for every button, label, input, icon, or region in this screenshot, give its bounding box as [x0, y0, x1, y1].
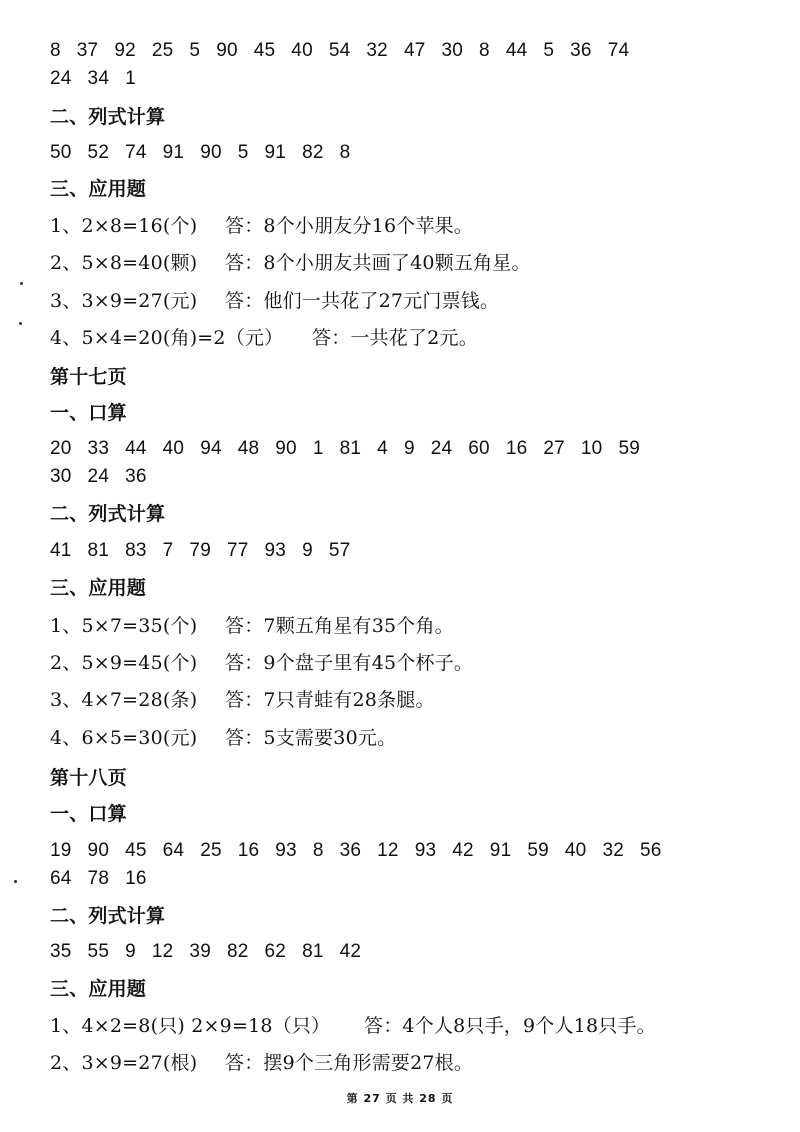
scan-speck	[14, 880, 17, 883]
number-value: 81	[302, 941, 324, 962]
number-value: 91	[162, 142, 185, 163]
number-value: 1	[312, 438, 324, 459]
section-heading-yingyong: 三、应用题	[50, 178, 147, 200]
number-value: 92	[114, 40, 136, 61]
number-value: 9	[403, 438, 415, 459]
number-value: 32	[366, 40, 388, 61]
number-value: 82	[302, 142, 324, 163]
number-value: 25	[151, 40, 174, 61]
number-value: 32	[602, 840, 624, 861]
number-row	[50, 438, 656, 460]
answer-text: 答：5支需要30元。	[225, 727, 397, 749]
number-value: 37	[76, 40, 99, 61]
number-value: 34	[87, 68, 110, 89]
number-value: 12	[151, 941, 174, 962]
number-value: 35	[50, 941, 72, 962]
number-row	[50, 40, 645, 62]
number-value: 44	[505, 40, 528, 61]
number-value: 19	[50, 840, 72, 861]
number-value: 74	[607, 40, 630, 61]
number-value: 81	[87, 540, 110, 561]
number-row	[50, 68, 152, 90]
number-value: 47	[403, 40, 426, 61]
answer-row	[50, 727, 396, 749]
answer-text: 答：摆9个三角形需要27根。	[225, 1052, 474, 1074]
number-value: 4	[377, 438, 388, 459]
section-heading-lieshi: 二、列式计算	[50, 905, 166, 927]
number-value: 82	[226, 941, 249, 962]
number-value: 30	[441, 40, 464, 61]
number-value: 8	[50, 40, 61, 61]
answer-text: 答：4个人8只手，9个人18只手。	[364, 1015, 656, 1037]
number-value: 5	[189, 40, 201, 61]
number-value: 90	[200, 142, 222, 163]
number-value: 16	[125, 868, 147, 889]
number-value: 9	[125, 941, 136, 962]
equation: 2、5×9=45(个)	[50, 652, 198, 674]
section-heading-yingyong: 三、应用题	[50, 978, 147, 1000]
number-value: 91	[264, 142, 287, 163]
number-value: 36	[570, 40, 592, 61]
section-heading-yingyong: 三、应用题	[50, 577, 147, 599]
number-value: 56	[639, 840, 662, 861]
answer-row	[50, 290, 499, 312]
number-value: 94	[200, 438, 222, 459]
number-value: 54	[328, 40, 351, 61]
number-value: 41	[50, 540, 72, 561]
number-value: 77	[226, 540, 249, 561]
number-value: 64	[50, 868, 72, 889]
number-value: 59	[618, 438, 640, 459]
number-value: 44	[125, 438, 147, 459]
equation: 1、4×2=8(只) 2×9=18（只）	[50, 1015, 331, 1037]
number-value: 5	[543, 40, 555, 61]
number-value: 40	[564, 840, 587, 861]
number-value: 45	[253, 40, 276, 61]
number-row	[50, 840, 678, 862]
number-value: 25	[200, 840, 222, 861]
number-value: 55	[87, 941, 110, 962]
equation: 4、6×5=30(元)	[50, 727, 198, 749]
number-value: 91	[489, 840, 512, 861]
number-value: 93	[264, 540, 287, 561]
number-value: 36	[125, 466, 147, 487]
number-row	[50, 540, 366, 562]
number-value: 90	[275, 438, 297, 459]
section-heading-kousuan: 一、口算	[50, 402, 127, 424]
number-row	[50, 466, 163, 488]
number-value: 93	[275, 840, 297, 861]
section-heading-lieshi: 二、列式计算	[50, 503, 166, 525]
number-value: 12	[377, 840, 399, 861]
page-heading: 第十七页	[50, 366, 127, 388]
number-value: 24	[50, 68, 72, 89]
number-value: 7	[162, 540, 174, 561]
answer-text: 答：9个盘子里有45个杯子。	[225, 652, 474, 674]
number-value: 83	[125, 540, 147, 561]
number-value: 52	[87, 142, 110, 163]
scan-speck	[20, 282, 23, 285]
number-value: 16	[505, 438, 528, 459]
section-heading-kousuan: 一、口算	[50, 803, 127, 825]
number-value: 57	[328, 540, 351, 561]
answer-row	[50, 615, 454, 637]
equation: 1、2×8=16(个)	[50, 215, 198, 237]
equation: 1、5×7=35(个)	[50, 615, 198, 637]
number-value: 81	[339, 438, 362, 459]
answer-text: 答：7只青蛙有28条腿。	[225, 689, 435, 711]
answer-text: 答：一共花了2元。	[312, 327, 478, 349]
number-value: 24	[87, 466, 110, 487]
answer-text: 答：8个小朋友分16个苹果。	[225, 215, 474, 237]
number-value: 79	[189, 540, 211, 561]
number-value: 42	[339, 941, 362, 962]
number-value: 59	[527, 840, 549, 861]
number-value: 1	[125, 68, 136, 89]
number-value: 10	[580, 438, 603, 459]
number-value: 78	[87, 868, 110, 889]
scan-speck	[19, 322, 22, 325]
page-heading: 第十八页	[50, 767, 127, 789]
number-value: 20	[50, 438, 72, 459]
answer-row	[50, 1015, 656, 1037]
equation: 2、5×8=40(颗)	[50, 252, 198, 274]
answer-text: 答：他们一共花了27元门票钱。	[225, 290, 500, 312]
equation: 2、3×9=27(根)	[50, 1052, 198, 1074]
answer-row	[50, 252, 531, 274]
number-value: 8	[479, 40, 490, 61]
number-value: 30	[50, 466, 72, 487]
number-value: 62	[264, 941, 287, 962]
number-value: 50	[50, 142, 72, 163]
number-value: 24	[430, 438, 453, 459]
number-value: 40	[162, 438, 185, 459]
number-value: 8	[312, 840, 324, 861]
number-value: 36	[339, 840, 362, 861]
equation: 3、4×7=28(条)	[50, 689, 198, 711]
answer-row	[50, 327, 478, 349]
number-value: 42	[452, 840, 474, 861]
number-value: 48	[237, 438, 260, 459]
number-row	[50, 868, 163, 890]
answer-text: 答：8个小朋友共画了40颗五角星。	[225, 252, 531, 274]
number-value: 16	[237, 840, 260, 861]
number-value: 8	[339, 142, 351, 163]
number-value: 60	[468, 438, 490, 459]
number-value: 33	[87, 438, 110, 459]
answer-row	[50, 215, 473, 237]
number-row	[50, 142, 366, 164]
page-footer: 第 27 页 共 28 页	[346, 1092, 454, 1105]
number-value: 39	[189, 941, 211, 962]
section-heading-lieshi: 二、列式计算	[50, 106, 166, 128]
number-value: 64	[162, 840, 185, 861]
number-value: 45	[125, 840, 147, 861]
number-value: 90	[216, 40, 238, 61]
answer-row	[50, 652, 473, 674]
answer-row	[50, 689, 435, 711]
answer-row	[50, 1052, 473, 1074]
number-value: 90	[87, 840, 110, 861]
number-row	[50, 941, 377, 963]
number-value: 27	[543, 438, 565, 459]
number-value: 74	[125, 142, 147, 163]
number-value: 5	[237, 142, 249, 163]
equation: 3、3×9=27(元)	[50, 290, 198, 312]
equation: 4、5×4=20(角)=2（元）	[50, 327, 284, 349]
number-value: 40	[291, 40, 313, 61]
answer-text: 答：7颗五角星有35个角。	[225, 615, 454, 637]
number-value: 93	[414, 840, 437, 861]
number-value: 9	[302, 540, 313, 561]
